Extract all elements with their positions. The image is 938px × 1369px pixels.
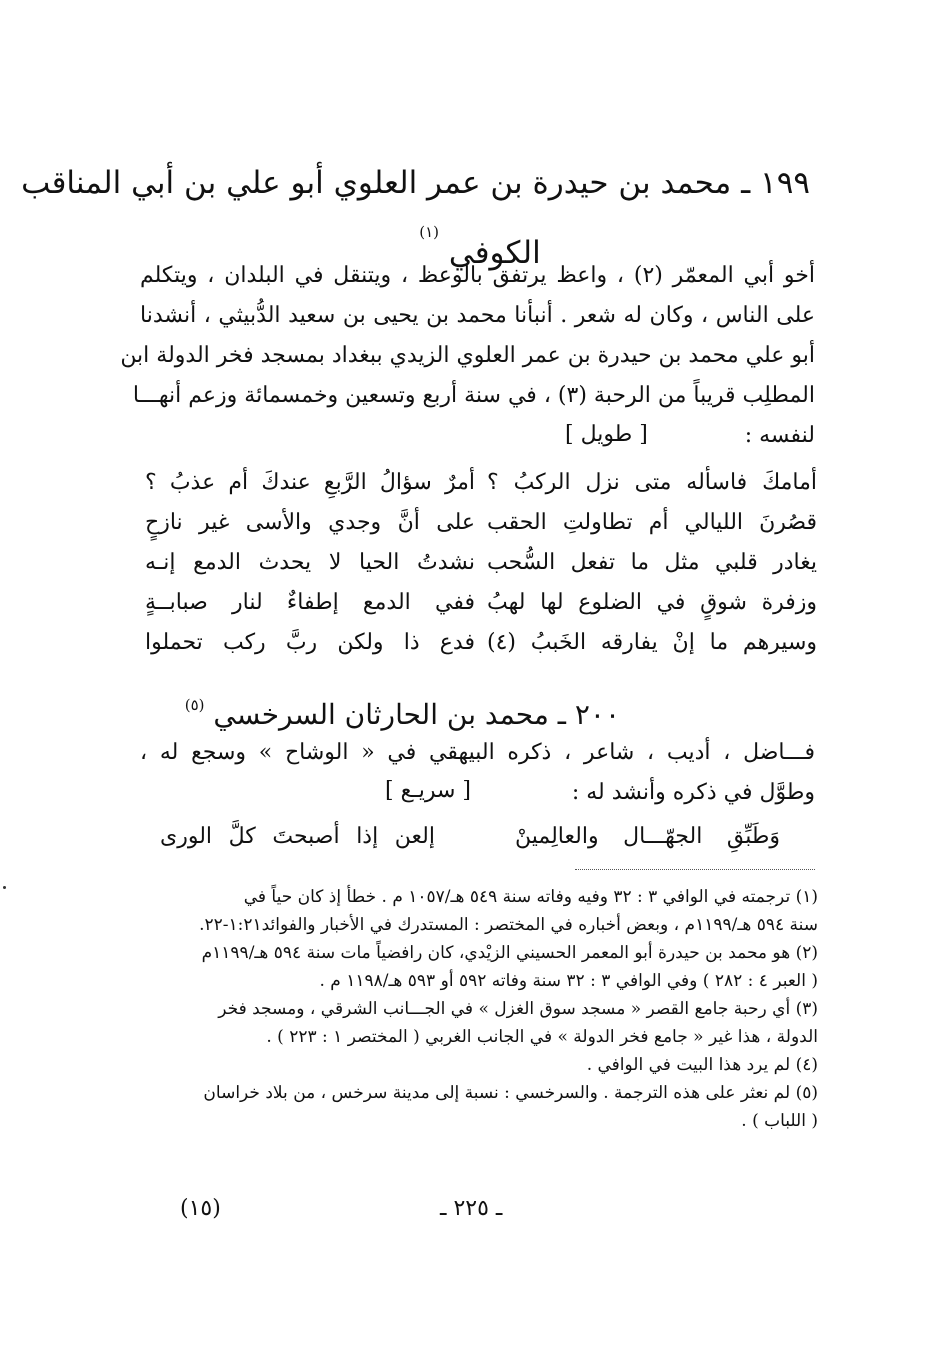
footnote-line: (٥) لم نعثر على هذه الترجمة . والسرخسي : نسبة إلى مدينة سرخس ، من بلاد خراسان — [203, 1083, 818, 1103]
verse-left-hemistich: وزفرة شوقٍ في الضلوع لها لهبُ — [487, 590, 817, 615]
body-line: المطلِب قريباً من الرحبة (٣) ، في سنة أربع وتسعين وخمسمائة وزعم أنهـــا — [132, 383, 815, 408]
verse-right-hemistich: نشدتُ الحيا لا يحدث الدمع إنـه — [145, 550, 475, 575]
entry-200-footnote-ref: (٥) — [184, 696, 205, 714]
verse-right-hemistich: أمرٌ سؤالُ الرَّبعِ عندكَ أم عذبُ ؟ — [145, 470, 475, 495]
verse-line — [145, 503, 817, 543]
verse-line — [145, 543, 817, 583]
body-line: لنفسه : — [744, 423, 815, 448]
entry-199-body — [120, 256, 816, 456]
footnote-line: (١) ترجمته في الوافي ٣ : ٣٢ وفيه وفاته سنة ٥٤٩ هـ/١٠٥٧ م . خطأ إذ كان حياً في — [243, 887, 818, 907]
entry-200-meter: [ سريـع ] — [385, 778, 472, 803]
entry-199-meter: [ طويل ] — [565, 422, 648, 447]
verse-line — [145, 623, 817, 663]
footnote-line: ( العبر ٤ : ٢٨٢ ) وفي الوافي ٣ : ٣٢ سنة وفاته ٥٩٢ أو ٥٩٣ هـ/١١٩٨ م . — [319, 971, 818, 991]
body-line: على الناس ، وكان له شعر . أنبأنا محمد بن يحيى بن سعيد الدُّبيثي ، أنشدنا — [140, 303, 815, 328]
verse-right-hemistich: إلعن إذا أصبحتَ كلَّ الورى — [160, 824, 435, 849]
footnotes — [140, 883, 818, 1135]
scan-speck — [3, 886, 6, 889]
footnote-line: الدولة ، هذا غير « جامع فخر الدولة » في الجانب الغربي ( المختصر ١ : ٢٢٣ ) . — [266, 1027, 818, 1047]
footnote-line: سنة ٥٩٤ هـ/١١٩٩م ، وبعض أخباره في المختصر : المستدرك في الأخبار والفوائد١:٢١-٢٢. — [199, 915, 818, 935]
verse-left-hemistich: وَطَبِّقِ الجهّـــال والعالِمينْ — [515, 824, 780, 849]
verse-left-hemistich: يغادر قلبي مثل ما تفعل السُّحب — [487, 550, 817, 575]
body-line: فـــاضل ، أديب ، شاعر ، ذكره البيهقي في « الوشاح » وسجع له ، — [140, 740, 815, 765]
verse-right-hemistich: على أنَّ وجدي والأسى غير نازحٍ — [145, 510, 475, 535]
entry-200-title-text: ٢٠٠ ـ محمد بن الحارثان السرخسي — [213, 698, 620, 731]
verse-left-hemistich: أمامكَ فاسأله متى نزل الركبُ ؟ — [487, 470, 817, 495]
footnote-line: (٤) لم يرد هذا البيت في الوافي . — [586, 1055, 818, 1075]
verse-right-hemistich: فدع ذا ولكن ربَّ ركب تحملوا — [145, 630, 475, 655]
entry-199-title-line1: ١٩٩ ـ محمد بن حيدرة بن عمر العلوي أبو علي بن أبي المناقب — [21, 165, 810, 201]
verse-right-hemistich: ففي الدمع إطفاءٌ لنار صبابــةٍ — [145, 590, 475, 615]
entry-199-title-name: الكوفي — [448, 235, 541, 271]
verse-left-hemistich: قصُرنَ الليالي أم تطاولتِ الحقب — [487, 510, 817, 535]
verse-line — [145, 583, 817, 623]
footnote-line: (٣) أي رحبة جامع القصر « مسجد سوق الغزل » في الجـــانب الشرقي ، ومسجد فخر — [218, 999, 818, 1019]
verse-left-hemistich: وسيرهم ما إنْ يفارقه الخَببُ (٤) — [487, 630, 817, 655]
verse-line — [160, 817, 780, 857]
entry-200-title — [184, 685, 620, 735]
entry-200-body — [140, 733, 815, 813]
page-number: ـ ٢٢٥ ـ — [440, 1196, 503, 1221]
footnote-line: ( اللباب ) . — [741, 1111, 818, 1131]
signature-mark: (١٥) — [180, 1196, 221, 1221]
body-line: وطوَّل في ذكره وأنشد له : — [571, 780, 815, 805]
body-line: أخو أبي المعمّر (٢) ، واعظ يرتفق بالوعظ ، ويتنقل في البلدان ، ويتكلم — [140, 263, 816, 288]
verse-line — [145, 463, 817, 503]
body-line: أبو علي محمد بن حيدرة بن عمر العلوي الزيدي ببغداد بمسجد فخر الدولة ابن — [120, 343, 815, 368]
footnote-separator — [575, 869, 815, 870]
footnote-line: (٢) هو محمد بن حيدرة أبو المعمر الحسيني الزيْدي، كان رافضياً مات سنة ٥٩٤ هـ/١١٩٩م — [201, 943, 818, 963]
entry-199-footnote-ref: (١) — [419, 223, 440, 241]
